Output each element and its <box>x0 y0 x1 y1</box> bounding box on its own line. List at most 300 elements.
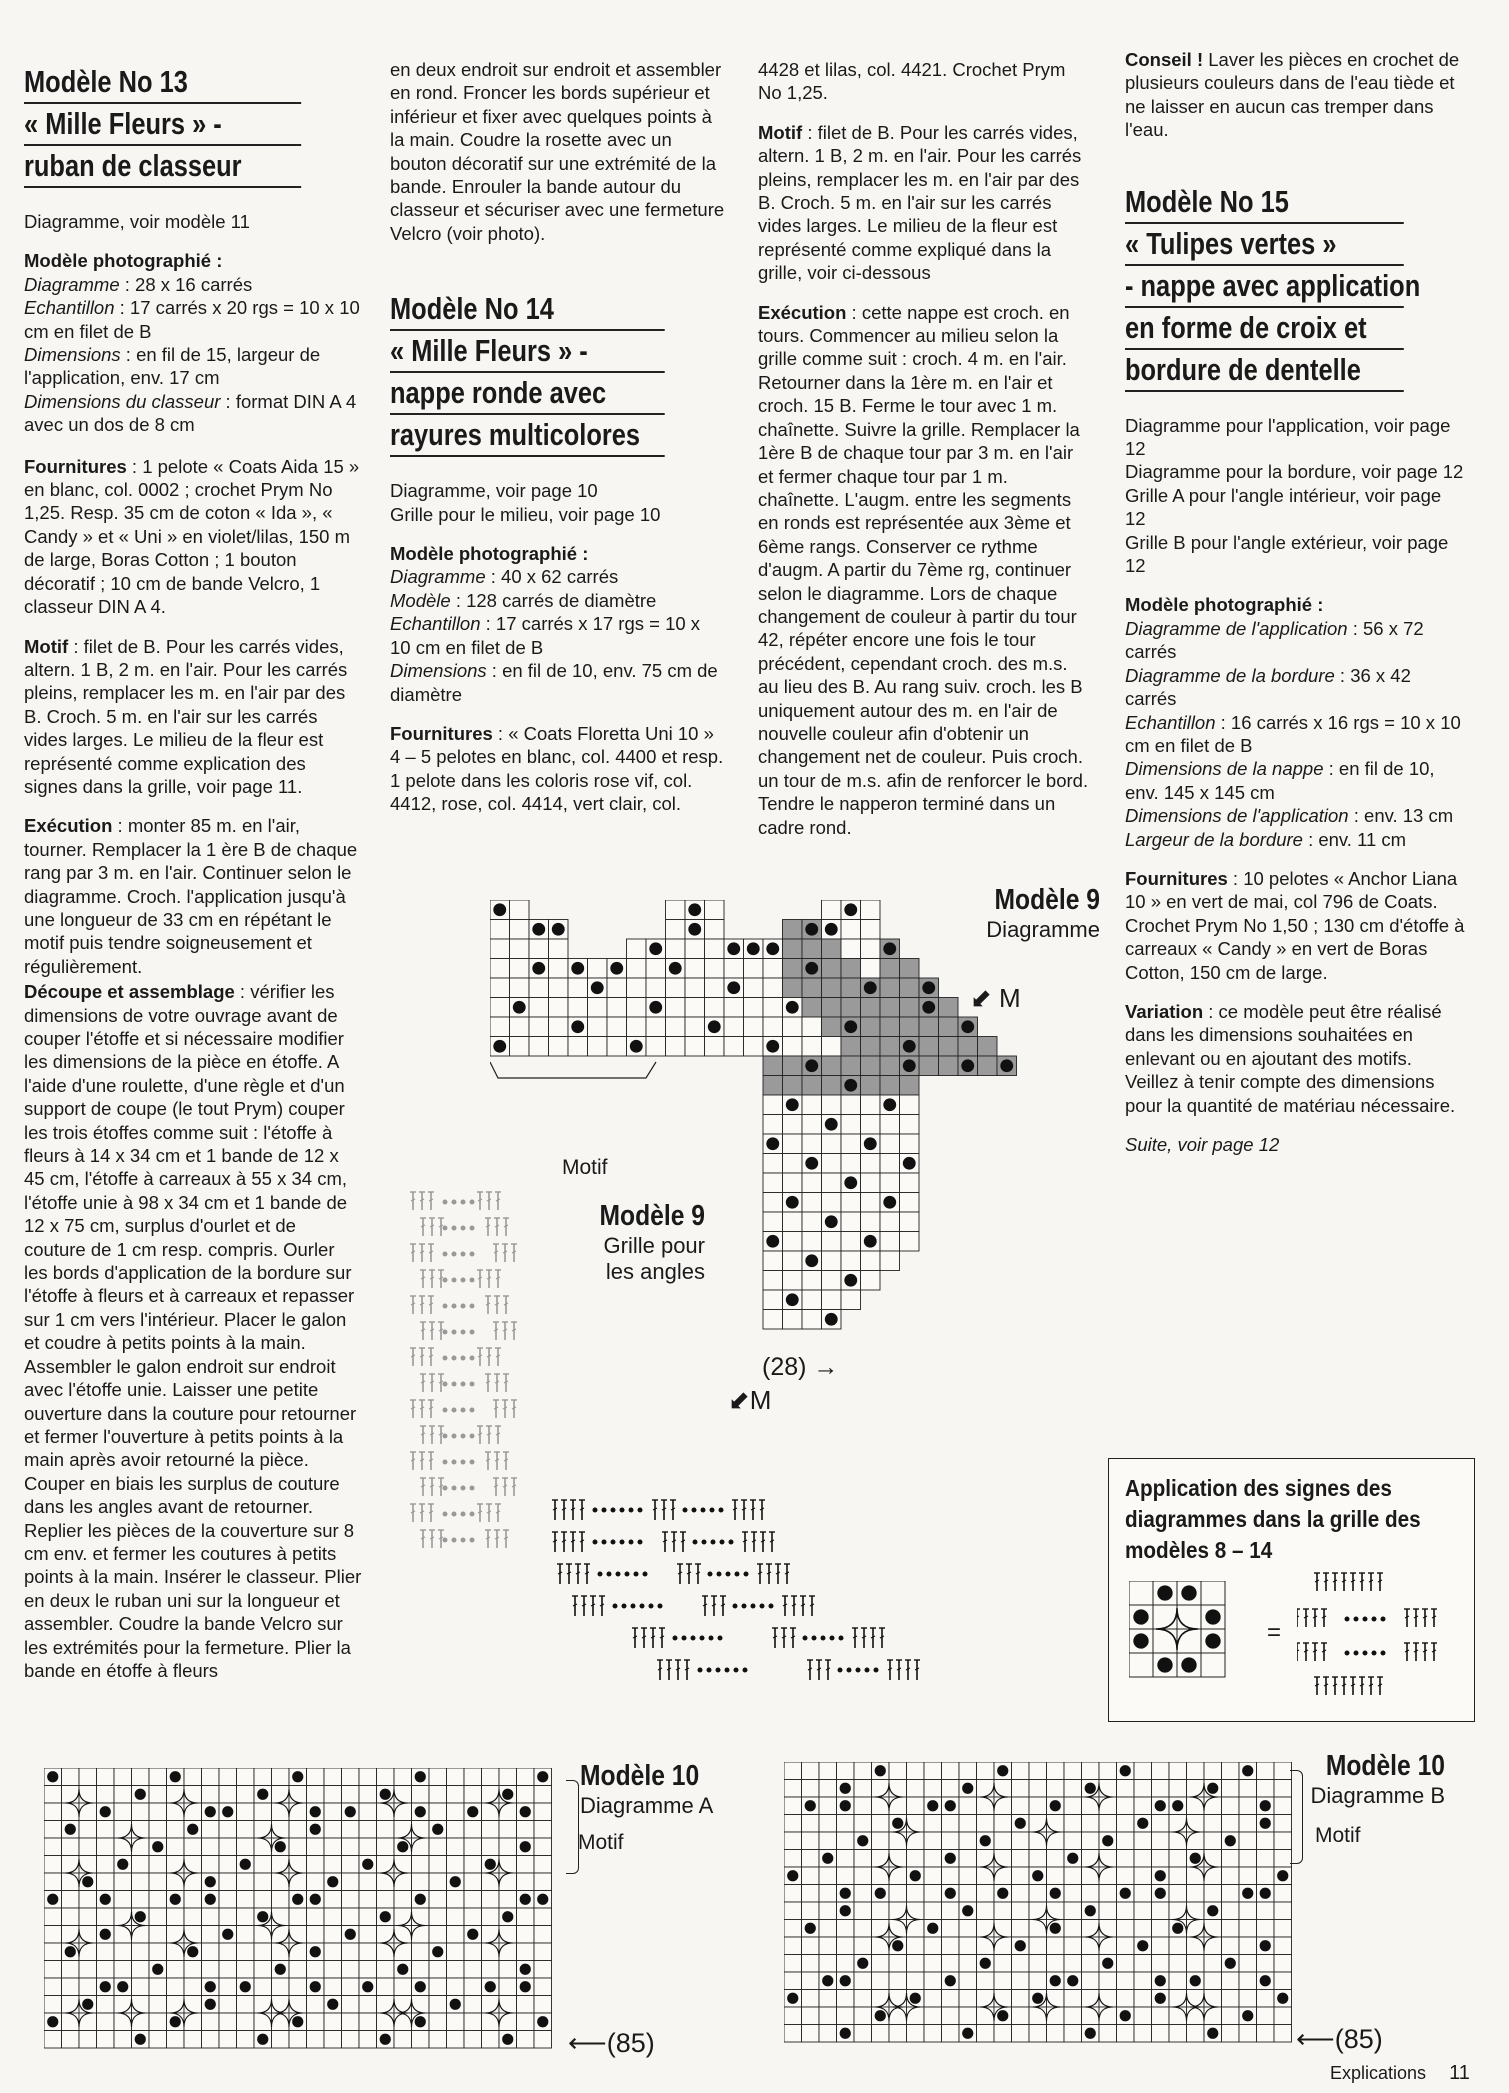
grid-cell <box>744 959 764 979</box>
filled-dot <box>380 1911 391 1922</box>
grid-cell <box>447 1978 465 1996</box>
grid-cell <box>79 1768 97 1786</box>
grid-cell <box>919 1017 939 1037</box>
motif-bracket <box>490 1062 656 1078</box>
grid-cell <box>924 1955 942 1973</box>
grid-cell <box>429 1803 447 1821</box>
grid-cell <box>79 1908 97 1926</box>
grid-cell <box>429 1873 447 1891</box>
grid-cell <box>289 1961 307 1979</box>
grid-cell <box>307 1926 325 1944</box>
grid-cell <box>1012 1797 1030 1815</box>
grid-cell <box>167 1943 185 1961</box>
photo-label: Modèle photographié : <box>1125 594 1324 616</box>
filled-dot <box>945 1888 956 1899</box>
grid-cell <box>802 1955 820 1973</box>
filled-dot <box>840 1905 851 1916</box>
chain-mark <box>1372 1617 1376 1621</box>
grid-cell <box>429 1996 447 2014</box>
chain-mark <box>470 1200 474 1204</box>
grid-cell <box>394 2031 412 2049</box>
grid-cell <box>1029 1797 1047 1815</box>
grid-cell <box>939 1056 959 1076</box>
grid-cell <box>724 1037 744 1057</box>
grid-cell <box>802 2007 820 2025</box>
grid-cell <box>114 2013 132 2031</box>
grid-cell <box>490 939 510 959</box>
grid-cell <box>97 1786 115 1804</box>
grid-cell <box>841 1095 861 1115</box>
model14-heading <box>390 289 725 457</box>
grid-cell <box>1274 1850 1292 1868</box>
grid-cell <box>1064 1885 1082 1903</box>
grid-cell <box>307 1768 325 1786</box>
grid-cell <box>464 1943 482 1961</box>
grid-cell <box>44 1786 62 1804</box>
grid-cell <box>942 2007 960 2025</box>
grid-cell <box>1222 1902 1240 1920</box>
grid-cell <box>499 1803 517 1821</box>
grid-cell <box>841 959 861 979</box>
filled-dot <box>310 1981 321 1992</box>
grid-cell <box>939 1017 959 1037</box>
chain-mark <box>1363 1651 1367 1655</box>
heading-line: nappe ronde avec <box>390 373 665 415</box>
grid-cell <box>219 1768 237 1786</box>
grid-cell <box>342 1873 360 1891</box>
ref-line: Grille A pour l'angle intérieur, voir page 12 <box>1125 484 1442 530</box>
filled-dot <box>922 1001 935 1014</box>
grid-cell <box>1047 1780 1065 1798</box>
filled-dot <box>1172 1800 1183 1811</box>
spec-value: : 36 x 42 carrés <box>1125 664 1411 710</box>
grid-cell <box>307 2013 325 2031</box>
chain-mark <box>470 1512 474 1516</box>
grid-cell <box>97 1908 115 1926</box>
grid-cell <box>97 1873 115 1891</box>
chain-mark <box>461 1330 465 1334</box>
grid-cell <box>1117 1832 1135 1850</box>
grid-cell <box>167 1926 185 1944</box>
spec-key: Largeur de la bordure <box>1125 828 1303 850</box>
grid-cell <box>412 1943 430 1961</box>
chain-mark <box>443 1538 447 1542</box>
motif-label: Motif <box>24 635 69 657</box>
filled-dot <box>630 1040 643 1053</box>
heading-line: Modèle No 13 <box>24 62 301 104</box>
grid-cell <box>237 1996 255 2014</box>
filled-dot <box>688 923 701 936</box>
grid-cell <box>1082 1815 1100 1833</box>
grid-cell <box>307 1961 325 1979</box>
spec-key: Dimensions de la nappe <box>1125 758 1324 780</box>
filled-dot <box>903 1040 916 1053</box>
grid-cell <box>534 1838 552 1856</box>
grid-cell <box>149 1891 167 1909</box>
arrow-icon: ⬋ <box>728 1385 750 1415</box>
filled-dot <box>962 1783 973 1794</box>
grid-cell <box>942 1815 960 1833</box>
grid-cell <box>324 1786 342 1804</box>
grid-cell <box>307 1996 325 2014</box>
grid-cell <box>324 1908 342 1926</box>
grid-cell <box>889 1797 907 1815</box>
chain-mark <box>658 1604 662 1608</box>
grid-cell <box>394 1873 412 1891</box>
grid-cell <box>97 1961 115 1979</box>
grid-cell <box>132 1856 150 1874</box>
chain-mark <box>452 1538 456 1542</box>
grid-cell <box>1169 1832 1187 1850</box>
filled-dot <box>864 981 877 994</box>
grid-cell <box>447 1926 465 1944</box>
grid-cell <box>412 1961 430 1979</box>
grid-cell <box>889 1762 907 1780</box>
grid-cell <box>1099 1902 1117 1920</box>
grid-cell <box>977 1797 995 1815</box>
grid-cell <box>114 1891 132 1909</box>
chain-mark <box>593 1508 597 1512</box>
filled-dot <box>1102 1958 1113 1969</box>
grid-cell <box>1169 1937 1187 1955</box>
grid-cell <box>841 920 861 940</box>
grid-cell <box>79 1926 97 1944</box>
chain-mark <box>470 1382 474 1386</box>
chain-mark <box>452 1304 456 1308</box>
grid-cell <box>1064 1867 1082 1885</box>
filled-dot <box>805 1800 816 1811</box>
chain-mark <box>452 1408 456 1412</box>
grid-cell <box>1134 1832 1152 1850</box>
grid-cell <box>549 998 569 1018</box>
grid-cell <box>646 978 666 998</box>
heading-line: en forme de croix et <box>1125 308 1404 350</box>
filled-dot <box>997 2010 1008 2021</box>
grid-cell <box>202 2013 220 2031</box>
filled-dot <box>1277 1870 1288 1881</box>
chain-mark <box>874 1668 878 1672</box>
grid-cell <box>942 1990 960 2008</box>
grid-cell <box>872 1780 890 1798</box>
grid-cell <box>822 1095 842 1115</box>
heading-line: bordure de dentelle <box>1125 350 1404 392</box>
grid-cell <box>359 1943 377 1961</box>
heading-line: ruban de classeur <box>24 146 301 188</box>
chain-mark <box>725 1668 729 1672</box>
heading-line: « Mille Fleurs » - <box>390 331 665 373</box>
grid-cell <box>1274 1937 1292 1955</box>
grid-cell <box>464 1961 482 1979</box>
grid-cell <box>880 1134 900 1154</box>
chain-mark <box>1381 1617 1385 1621</box>
grid-cell <box>977 1867 995 1885</box>
filled-dot <box>1032 1870 1043 1881</box>
grid-cell <box>1177 1605 1201 1629</box>
grid-cell <box>889 1832 907 1850</box>
grid-cell <box>783 1115 803 1135</box>
grid-cell <box>342 1961 360 1979</box>
grid-cell <box>1117 1797 1135 1815</box>
grid-cell <box>1187 1780 1205 1798</box>
grid-cell <box>1204 1762 1222 1780</box>
filled-dot <box>537 1894 548 1905</box>
grid-cell <box>359 1873 377 1891</box>
grid-cell <box>1047 1815 1065 1833</box>
model10b-caption <box>1250 1750 1445 1809</box>
grid-cell <box>342 1996 360 2014</box>
grid-cell <box>394 1908 412 1926</box>
execution-paragraph <box>24 814 362 978</box>
filled-dot <box>450 1999 461 2010</box>
grid-cell <box>783 939 803 959</box>
filled-dot <box>135 2034 146 2045</box>
grid-cell <box>1274 1885 1292 1903</box>
spec-key: Dimensions de l'application <box>1125 805 1349 827</box>
grid-cell <box>783 1076 803 1096</box>
grid-cell <box>994 1815 1012 1833</box>
filled-dot <box>688 903 701 916</box>
grid-cell <box>1169 2007 1187 2025</box>
filled-dot <box>727 981 740 994</box>
grid-cell <box>429 1856 447 1874</box>
grid-cell <box>1204 1885 1222 1903</box>
grid-cell <box>1082 1955 1100 1973</box>
grid-cell <box>219 2031 237 2049</box>
m-text: M <box>749 1385 772 1415</box>
grid-cell <box>184 1856 202 1874</box>
grid-cell <box>1204 1937 1222 1955</box>
grid-cell <box>942 1867 960 1885</box>
grid-cell <box>114 1786 132 1804</box>
grid-cell <box>342 1856 360 1874</box>
grid-cell <box>1134 1885 1152 1903</box>
grid-cell <box>394 1803 412 1821</box>
grid-cell <box>994 1780 1012 1798</box>
grid-cell <box>1134 2007 1152 2025</box>
chain-mark <box>726 1572 730 1576</box>
grid-cell <box>819 1937 837 1955</box>
grid-cell <box>184 1996 202 2014</box>
grid-cell <box>359 1821 377 1839</box>
grid-cell <box>900 1134 920 1154</box>
grid-cell <box>1204 1867 1222 1885</box>
filled-dot <box>1050 1923 1061 1934</box>
chain-mark <box>830 1636 834 1640</box>
grid-cell <box>841 1134 861 1154</box>
chain-mark <box>821 1636 825 1640</box>
grid-cell <box>97 1838 115 1856</box>
grid-cell <box>907 1920 925 1938</box>
chain-mark <box>470 1278 474 1282</box>
chain-mark <box>718 1636 722 1640</box>
filled-dot <box>1277 1993 1288 2004</box>
chain-mark <box>856 1668 860 1672</box>
chain-mark <box>461 1460 465 1464</box>
grid-cell <box>1117 2025 1135 2043</box>
grid-cell <box>394 2013 412 2031</box>
grid-cell <box>202 2031 220 2049</box>
grid-cell <box>802 978 822 998</box>
grid-cell <box>1257 1832 1275 1850</box>
filled-dot <box>100 1929 111 1940</box>
grid-cell <box>1274 2025 1292 2043</box>
grid-cell <box>907 1797 925 1815</box>
grid-cell <box>1153 1629 1177 1653</box>
grid-cell <box>1129 1653 1153 1677</box>
chain-mark <box>593 1540 597 1544</box>
model9-caption <box>900 884 1100 943</box>
grid-cell <box>783 1037 803 1057</box>
grid-cell <box>237 1821 255 1839</box>
grid-cell <box>819 1867 837 1885</box>
chain-mark <box>452 1330 456 1334</box>
grid-cell <box>412 2031 430 2049</box>
grid-cell <box>889 1885 907 1903</box>
grid-cell <box>289 1803 307 1821</box>
grid-cell <box>412 1856 430 1874</box>
grid-cell <box>219 1996 237 2014</box>
motif-text: : filet de B. Pour les carrés vides, altern. 1 B, 2 m. en l'air. Pour les carrés pleins, remplacer les m. en l'air par des B. Croch. 5 m. en l'air sur les carrés vides larges. Le milieu de la fleur est représenté comme expliqué dans la grille, voir ci-dessous <box>758 121 1082 284</box>
grid-cell <box>482 1786 500 1804</box>
grid-cell <box>464 2031 482 2049</box>
grid-cell <box>534 1821 552 1839</box>
chain-mark <box>613 1604 617 1608</box>
grid-cell <box>184 2013 202 2031</box>
grid-cell <box>482 1908 500 1926</box>
grid-cell <box>237 1786 255 1804</box>
grid-cell <box>517 1821 535 1839</box>
grid-cell <box>977 1972 995 1990</box>
chain-mark <box>683 1508 687 1512</box>
grid-cell <box>763 1115 783 1135</box>
heading-line: « Tulipes vertes » <box>1125 224 1404 266</box>
grid-cell <box>1012 1972 1030 1990</box>
filled-dot <box>1225 1958 1236 1969</box>
grid-cell <box>62 1768 80 1786</box>
filled-dot <box>892 1940 903 1951</box>
grid-cell <box>517 1926 535 1944</box>
grid-cell <box>1204 1990 1222 2008</box>
grid-cell <box>783 978 803 998</box>
spec-key: Modèle <box>390 589 451 611</box>
filled-dot <box>649 942 662 955</box>
grid-cell <box>607 978 627 998</box>
grid-cell <box>1082 1832 1100 1850</box>
chain-mark <box>452 1356 456 1360</box>
grid-cell <box>666 978 686 998</box>
grid-cell <box>1047 2007 1065 2025</box>
refs-paragraph <box>1125 414 1465 578</box>
filled-dot <box>502 1789 513 1800</box>
chain-mark <box>470 1252 474 1256</box>
grid-cell <box>822 1017 842 1037</box>
grid-cell <box>1012 1780 1030 1798</box>
grid-cell <box>114 1838 132 1856</box>
filled-dot <box>1207 1905 1218 1916</box>
grid-cell <box>861 959 881 979</box>
grid-cell <box>324 1856 342 1874</box>
grid-cell <box>1257 1990 1275 2008</box>
grid-cell <box>1064 1832 1082 1850</box>
grid-cell <box>924 1832 942 1850</box>
grid-cell <box>1222 1937 1240 1955</box>
chain-mark <box>611 1540 615 1544</box>
filled-dot <box>844 903 857 916</box>
grid-cell <box>822 1134 842 1154</box>
grid-cell <box>44 1961 62 1979</box>
grid-cell <box>1204 1815 1222 1833</box>
grid-cell <box>841 1115 861 1135</box>
grid-cell <box>784 1780 802 1798</box>
grid-cell <box>568 998 588 1018</box>
grid-cell <box>464 1996 482 2014</box>
filled-dot <box>310 1824 321 1835</box>
grid-cell <box>1152 1920 1170 1938</box>
filled-dot <box>513 1001 526 1014</box>
grid-cell <box>861 1076 881 1096</box>
grid-cell <box>568 1037 588 1057</box>
chain-mark <box>607 1572 611 1576</box>
model9-corner-grid <box>405 1170 985 1730</box>
filled-dot <box>805 1157 818 1170</box>
grid-cell <box>837 1920 855 1938</box>
grid-cell <box>889 1972 907 1990</box>
filled-dot <box>1190 1853 1201 1864</box>
filled-dot <box>910 1870 921 1881</box>
grid-cell <box>841 978 861 998</box>
filled-dot <box>82 1876 93 1887</box>
filled-dot <box>1015 1818 1026 1829</box>
chain-mark <box>710 1508 714 1512</box>
filled-dot <box>1120 1765 1131 1776</box>
decoupe-paragraph <box>24 980 362 1682</box>
chain-mark <box>711 1540 715 1544</box>
chain-mark <box>625 1572 629 1576</box>
grid-cell <box>499 1856 517 1874</box>
grid-cell <box>854 1972 872 1990</box>
filled-dot <box>292 1894 303 1905</box>
legend-box <box>1108 1458 1475 1722</box>
grid-cell <box>254 1926 272 1944</box>
grid-cell <box>289 1978 307 1996</box>
grid-cell <box>447 1856 465 1874</box>
grid-cell <box>62 1978 80 1996</box>
grid-cell <box>289 1996 307 2014</box>
grid-cell <box>534 1908 552 1926</box>
grid-cell <box>377 1978 395 1996</box>
grid-cell <box>994 1797 1012 1815</box>
grid-cell <box>783 1056 803 1076</box>
grid-cell <box>924 1990 942 2008</box>
grid-cell <box>219 1821 237 1839</box>
count-text: (85) <box>606 2028 655 2058</box>
fournitures-label: Fournitures <box>24 455 127 477</box>
grid-cell <box>377 1996 395 2014</box>
filled-dot <box>1181 1585 1196 1600</box>
filled-dot <box>152 1841 163 1852</box>
chain-mark <box>803 1636 807 1640</box>
chain-mark <box>461 1226 465 1230</box>
grid-cell <box>254 1821 272 1839</box>
grid-cell <box>994 1990 1012 2008</box>
filled-dot <box>397 1841 408 1852</box>
filled-dot <box>1207 2028 1218 2039</box>
grid-cell <box>1082 1972 1100 1990</box>
motif-bracket-a <box>566 1780 579 1874</box>
grid-cell <box>517 1786 535 1804</box>
grid-cell <box>1274 1815 1292 1833</box>
grid-cell <box>359 1996 377 2014</box>
